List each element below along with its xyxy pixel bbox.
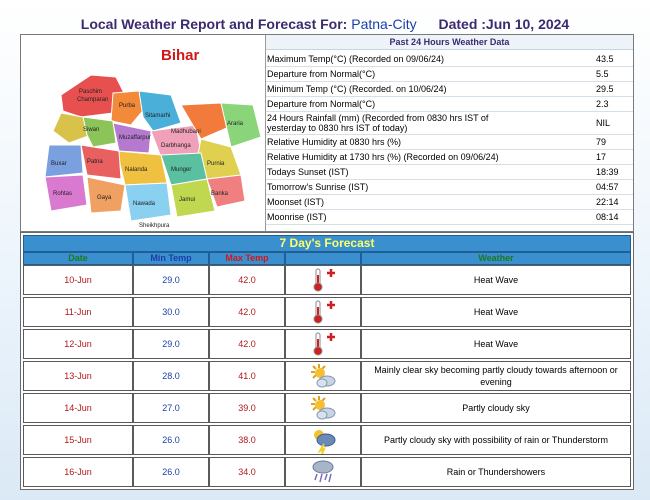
- forecast-weather: Heat Wave: [361, 329, 631, 359]
- header-date-label: Date: [68, 253, 88, 263]
- district-map: [21, 35, 266, 231]
- forecast-row: [23, 329, 631, 360]
- forecast-weather: Heat Wave: [361, 265, 631, 295]
- svg-text:Siwan: Siwan: [83, 127, 100, 133]
- past-row-value: 29.5: [596, 84, 614, 94]
- svg-text:Jamui: Jamui: [179, 197, 196, 203]
- forecast-weather: Partly cloudy sky: [361, 393, 631, 423]
- past-row-label: Moonrise (IST): [267, 212, 327, 222]
- forecast-date: 12-Jun: [23, 329, 133, 359]
- past-row-label: Relative Humidity at 0830 hrs (%): [267, 137, 402, 147]
- past-row-label: Todays Sunset (IST): [267, 167, 349, 177]
- forecast-row: [23, 265, 631, 296]
- forecast-min-temp: 29.0: [133, 265, 209, 295]
- svg-text:Sheikhpura: Sheikhpura: [139, 223, 170, 229]
- forecast-max-temp: 38.0: [209, 425, 285, 455]
- forecast-weather: Heat Wave: [361, 297, 631, 327]
- past-24h-panel: [266, 35, 633, 231]
- header-min-temp: [133, 252, 209, 265]
- svg-text:Nawada: Nawada: [133, 201, 156, 207]
- page-title: [0, 16, 650, 32]
- report-panel: [20, 34, 634, 232]
- forecast-date: 10-Jun: [23, 265, 133, 295]
- forecast-min-temp: 26.0: [133, 457, 209, 487]
- svg-text:Darbhanga: Darbhanga: [161, 143, 191, 149]
- forecast-row: [23, 457, 631, 488]
- past-24h-heading: Past 24 Hours Weather Data: [266, 35, 633, 50]
- forecast-min-temp: 28.0: [133, 361, 209, 391]
- svg-text:Purba: Purba: [119, 103, 136, 109]
- svg-text:Muzaffarpur: Muzaffarpur: [119, 135, 151, 141]
- past-row-label: Minimum Temp (°C) (Recorded. on 10/06/24): [267, 84, 447, 94]
- past-row: [266, 112, 633, 135]
- past-row-value: 2.3: [596, 99, 609, 109]
- forecast-date: 14-Jun: [23, 393, 133, 423]
- past-row-label: Departure from Normal(°C): [267, 99, 376, 109]
- past-row: [266, 135, 633, 150]
- forecast-date: 15-Jun: [23, 425, 133, 455]
- past-row-value: 17: [596, 152, 607, 162]
- past-row-label: Relative Humidity at 1730 hrs (%) (Recorded on 09/06/24): [267, 152, 499, 162]
- svg-text:Buxar: Buxar: [51, 161, 67, 167]
- forecast-min-temp: 29.0: [133, 329, 209, 359]
- svg-text:Munger: Munger: [171, 167, 192, 173]
- forecast-max-temp: 42.0: [209, 297, 285, 327]
- past-row: [266, 165, 633, 180]
- past-row: [266, 150, 633, 165]
- past-row-value: 79: [596, 137, 607, 147]
- past-row-value: 5.5: [596, 69, 609, 79]
- forecast-min-temp: 27.0: [133, 393, 209, 423]
- svg-text:Rohtas: Rohtas: [53, 191, 73, 197]
- svg-text:Patna: Patna: [87, 159, 103, 165]
- forecast-row: [23, 361, 631, 392]
- svg-text:Madhubani: Madhubani: [171, 129, 201, 135]
- past-row-label: Maximum Temp(°C) (Recorded on 09/06/24): [267, 54, 445, 64]
- forecast-min-temp: 30.0: [133, 297, 209, 327]
- past-row-value: 43.5: [596, 54, 614, 64]
- past-row-label: Departure from Normal(°C): [267, 69, 376, 79]
- past-row: [266, 180, 633, 195]
- header-max-label: Max Temp: [225, 253, 269, 263]
- svg-text:Sitamarhi: Sitamarhi: [145, 113, 171, 119]
- past-row-value: 08:14: [596, 212, 619, 222]
- svg-text:Banka: Banka: [211, 191, 229, 197]
- header-icon: [285, 252, 361, 265]
- forecast-max-temp: 42.0: [209, 329, 285, 359]
- past-row: [266, 195, 633, 210]
- header-date: [23, 252, 133, 265]
- partly-cloudy-icon: [285, 393, 361, 423]
- map-state-name: Bihar: [161, 47, 200, 64]
- heat-wave-icon: [285, 265, 361, 295]
- past-row: [266, 82, 633, 97]
- rain-icon: [285, 457, 361, 487]
- heat-wave-icon: [285, 329, 361, 359]
- svg-text:Paschim: Paschim: [79, 89, 103, 95]
- bihar-map-icon: [21, 35, 265, 231]
- svg-text:Purnia: Purnia: [207, 161, 225, 167]
- past-row-label: Moonset (IST): [267, 197, 325, 207]
- past-row-value: 04:57: [596, 182, 619, 192]
- past-row: [266, 52, 633, 67]
- forecast-title: 7 Day's Forecast: [23, 235, 631, 252]
- svg-text:Nalanda: Nalanda: [125, 167, 148, 173]
- svg-text:Araria: Araria: [227, 121, 244, 127]
- forecast-weather: Rain or Thundershowers: [361, 457, 631, 487]
- forecast-row: [23, 425, 631, 456]
- header-min-label: Min Temp: [150, 253, 192, 263]
- forecast-min-temp: 26.0: [133, 425, 209, 455]
- title-prefix: Local Weather Report and Forecast For:: [80, 16, 348, 32]
- thunderstorm-icon: [285, 425, 361, 455]
- past-row-value: NIL: [596, 118, 611, 128]
- partly-cloudy-icon: [285, 361, 361, 391]
- past-row-label: 24 Hours Rainfall (mm) (Recorded from 0830 hrs IST of yesterday to 0830 hrs IST of today): [267, 113, 489, 133]
- past-row-value: 22:14: [596, 197, 619, 207]
- forecast-weather: Mainly clear sky becoming partly cloudy towards afternoon or evening: [361, 361, 631, 391]
- city-name: Patna-City: [351, 16, 417, 32]
- header-max-temp: [209, 252, 285, 265]
- past-row-label: Tomorrow's Sunrise (IST): [267, 182, 369, 192]
- report-date: Dated :Jun 10, 2024: [438, 16, 570, 32]
- header-weather-label: Weather: [478, 253, 514, 263]
- svg-text:Gaya: Gaya: [97, 195, 112, 201]
- header-weather: [361, 252, 631, 265]
- forecast-max-temp: 41.0: [209, 361, 285, 391]
- svg-text:Champaran: Champaran: [77, 97, 109, 103]
- heat-wave-icon: [285, 297, 361, 327]
- forecast-date: 16-Jun: [23, 457, 133, 487]
- forecast-panel: [20, 232, 634, 490]
- forecast-max-temp: 34.0: [209, 457, 285, 487]
- past-row: [266, 67, 633, 82]
- forecast-date: 13-Jun: [23, 361, 133, 391]
- forecast-row: [23, 393, 631, 424]
- forecast-max-temp: 42.0: [209, 265, 285, 295]
- forecast-date: 11-Jun: [23, 297, 133, 327]
- forecast-weather: Partly cloudy sky with possibility of rain or Thunderstorm: [361, 425, 631, 455]
- past-row: [266, 97, 633, 112]
- forecast-max-temp: 39.0: [209, 393, 285, 423]
- forecast-row: [23, 297, 631, 328]
- past-row: [266, 210, 633, 225]
- past-row-value: 18:39: [596, 167, 619, 177]
